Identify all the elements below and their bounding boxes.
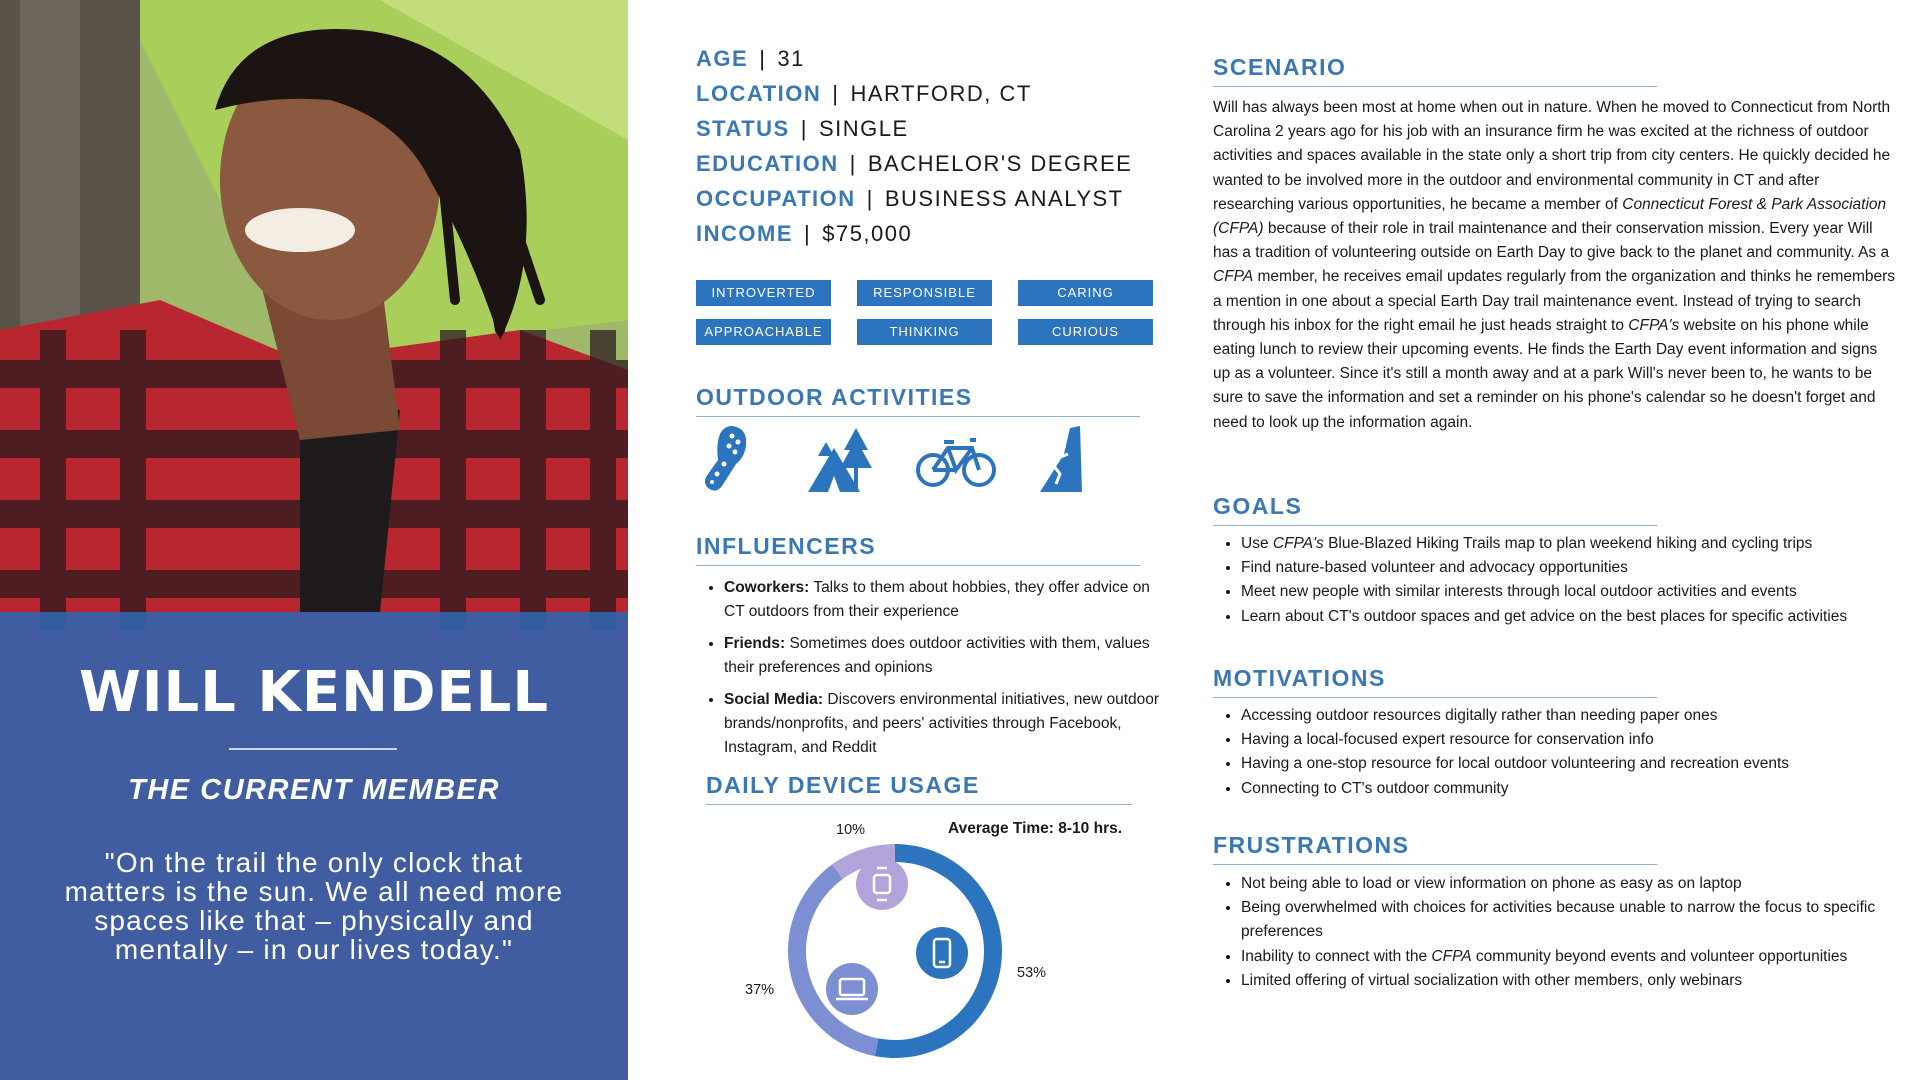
attribute-location [696,81,1132,116]
influencer-label: Friends: [724,635,786,652]
motivations-title: MOTIVATIONS [1213,665,1386,691]
attribute-separator: | [866,186,874,211]
slice-label-phone: 53% [1017,965,1047,981]
attribute-label: INCOME [696,221,793,246]
goal-text: Meet new people with similar interests through local outdoor activities and events [1241,583,1797,601]
scenario-text-part: Connecticut Forest & Park Association (CFPA) [1213,195,1887,238]
frustration-text: Inability to connect with the [1241,947,1432,965]
motivation-item [1241,704,1913,728]
attribute-education [696,151,1132,186]
motivation-item [1241,752,1913,776]
attribute-label: LOCATION [696,81,822,106]
influencer-text: Sometimes does outdoor activities with them, values their preferences and opinions [724,635,1150,676]
motivation-item [1241,728,1913,752]
smartwatch-icon [856,858,908,910]
list-item [724,576,1164,624]
influencer-label: Coworkers: [724,579,810,596]
list-item [724,688,1164,760]
goal-item [1241,605,1913,629]
slice-label-laptop: 37% [745,982,775,998]
scenario-text-part: website on his phone while eating lunch to review their upcoming events. He finds the Earth Day event information and signs up as a volunteer. Since it's still a month away and at a park Will's never been to, he wants to be sure to save the information and set a reminder on his phone's calendar so he doesn't forget and need to look up the information again. [1213,316,1878,431]
influencer-text: Discovers environmental initiatives, new outdoor brands/nonprofits, and peers' activities through Facebook, Instagram, and Reddit [724,691,1160,756]
goal-text: Find nature-based volunteer and advocacy opportunities [1241,559,1628,577]
motivation-text: Connecting to CT's outdoor community [1241,779,1509,797]
attribute-separator: | [849,151,857,176]
persona-name: WILL KENDELL [78,660,550,725]
attribute-occupation [696,186,1132,221]
attribute-value: 31 [777,46,805,71]
trait-tag: APPROACHABLE [696,319,831,345]
scenario-text-part: CFPA [1213,268,1254,286]
frustration-text-italic: CFPA [1431,947,1472,965]
attribute-value: BUSINESS ANALYST [884,186,1124,211]
scenario-text-part: member, he receives email updates regularly from the organization and thinks he remembers a mention in one about a special Earth Day trail maintenance event. Instead of trying to search through his inbox for the right email he just heads straight to [1213,268,1896,334]
trait-tag: INTROVERTED [696,280,831,306]
hiking-boot-icon [702,424,752,494]
bicycle-icon [916,424,996,494]
frustration-item [1241,896,1913,944]
frustration-text: Being overwhelmed with choices for activities because unable to narrow the focus to specific preferences [1241,899,1876,941]
attribute-income [696,221,1132,256]
attribute-status [696,116,1132,151]
device-usage-donut [780,836,1010,1066]
persona-subtitle: THE CURRENT MEMBER [128,774,500,806]
persona-quote: "On the trail the only clock that matters is the sun. We all need more spaces like that – physically and mentally – in our lives today." [64,847,564,965]
frustration-text: Not being able to load or view information on phone as easy as on laptop [1241,875,1742,892]
list-item [724,632,1164,680]
influencer-label: Social Media: [724,691,824,708]
attribute-age [696,46,1132,81]
section-divider [696,416,1140,417]
motivation-text: Having a one-stop resource for local outdoor volunteering and recreation events [1241,755,1789,773]
motivations-list [1213,704,1913,801]
attribute-value: BACHELOR'S DEGREE [867,151,1133,176]
frustration-item [1241,969,1913,993]
goals-title: GOALS [1213,493,1303,519]
influencers-title: INFLUENCERS [696,533,877,559]
goal-item [1241,556,1913,580]
scenario-text-part: CFPA's [1628,316,1680,334]
smartphone-icon [916,927,968,979]
section-divider [696,565,1140,566]
goal-text: Blue-Blazed Hiking Trails map to plan weekend hiking and cycling trips [1323,535,1813,552]
frustration-item [1241,945,1913,969]
attribute-separator: | [759,46,767,71]
scenario-text-part: because of their role in trail maintenance and their conservation mission. Every year Will has a tradition of volunteering outside on Earth Day to give back to the planet and community. As a [1213,220,1890,262]
attribute-separator: | [804,221,812,246]
laptop-icon [826,963,878,1015]
camping-tent-icon [804,424,874,494]
goal-item [1241,532,1913,556]
section-divider [1213,697,1657,698]
goal-text: Use [1241,535,1273,552]
attribute-separator: | [800,116,808,141]
frustrations-title: FRUSTRATIONS [1213,832,1410,858]
attribute-label: EDUCATION [696,151,839,176]
attribute-label: OCCUPATION [696,186,856,211]
goals-list [1213,532,1913,629]
attribute-value: HARTFORD, CT [850,81,1032,106]
scenario-text-part: Will has always been most at home when out in nature. When he moved to Connecticut from North Carolina 2 years ago for his job with an insurance firm he was excited at the richness of outdoor activities and spaces available in the state only a short trip from city centers. He quickly decided he wanted to be involved more in the outdoor and environmental community in CT and after researching various opportunities, he became a member of [1213,99,1891,213]
outdoor-activities-title: OUTDOOR ACTIVITIES [696,384,973,410]
section-divider [1213,864,1657,865]
trait-tag: RESPONSIBLE [857,280,992,306]
goal-text: Learn about CT's outdoor spaces and get advice on the best places for specific activities [1241,607,1848,625]
influencer-text: Talks to them about hobbies, they offer advice on CT outdoors from their experience [724,579,1150,620]
trait-tag: CARING [1018,280,1153,306]
goal-text-italic: CFPA's [1272,535,1324,552]
frustration-text: community beyond events and volunteer opportunities [1471,947,1848,965]
personality-traits [696,280,1154,345]
device-usage-title: DAILY DEVICE USAGE [706,772,980,798]
demographics-list [696,46,1132,256]
section-divider [1213,86,1657,87]
attribute-label: STATUS [696,116,790,141]
attribute-separator: | [832,81,840,106]
slice-label-smartwatch: 10% [836,822,866,838]
trait-tag: THINKING [857,319,992,345]
rock-climbing-icon [1038,424,1088,494]
section-divider [706,804,1132,805]
attribute-label: AGE [696,46,749,71]
persona-photo-panel [0,0,628,1080]
attribute-value: $75,000 [822,221,913,246]
frustration-text: Limited offering of virtual socialization with other members, only webinars [1241,971,1743,989]
motivation-item [1241,777,1913,801]
motivation-text: Having a local-focused expert resource for conservation info [1241,731,1654,749]
scenario-title: SCENARIO [1213,54,1347,80]
goal-item [1241,580,1913,604]
influencers-list [696,576,1164,768]
scenario-text [1213,96,1897,435]
average-time: Average Time: 8-10 hrs. [948,820,1123,837]
trait-tag: CURIOUS [1018,319,1153,345]
outdoor-activity-icons [696,424,1126,504]
section-divider [1213,525,1657,526]
frustration-item [1241,872,1913,896]
frustrations-list [1213,872,1913,993]
motivation-text: Accessing outdoor resources digitally rather than needing paper ones [1241,707,1718,724]
name-divider [229,748,397,750]
attribute-value: SINGLE [818,116,909,141]
